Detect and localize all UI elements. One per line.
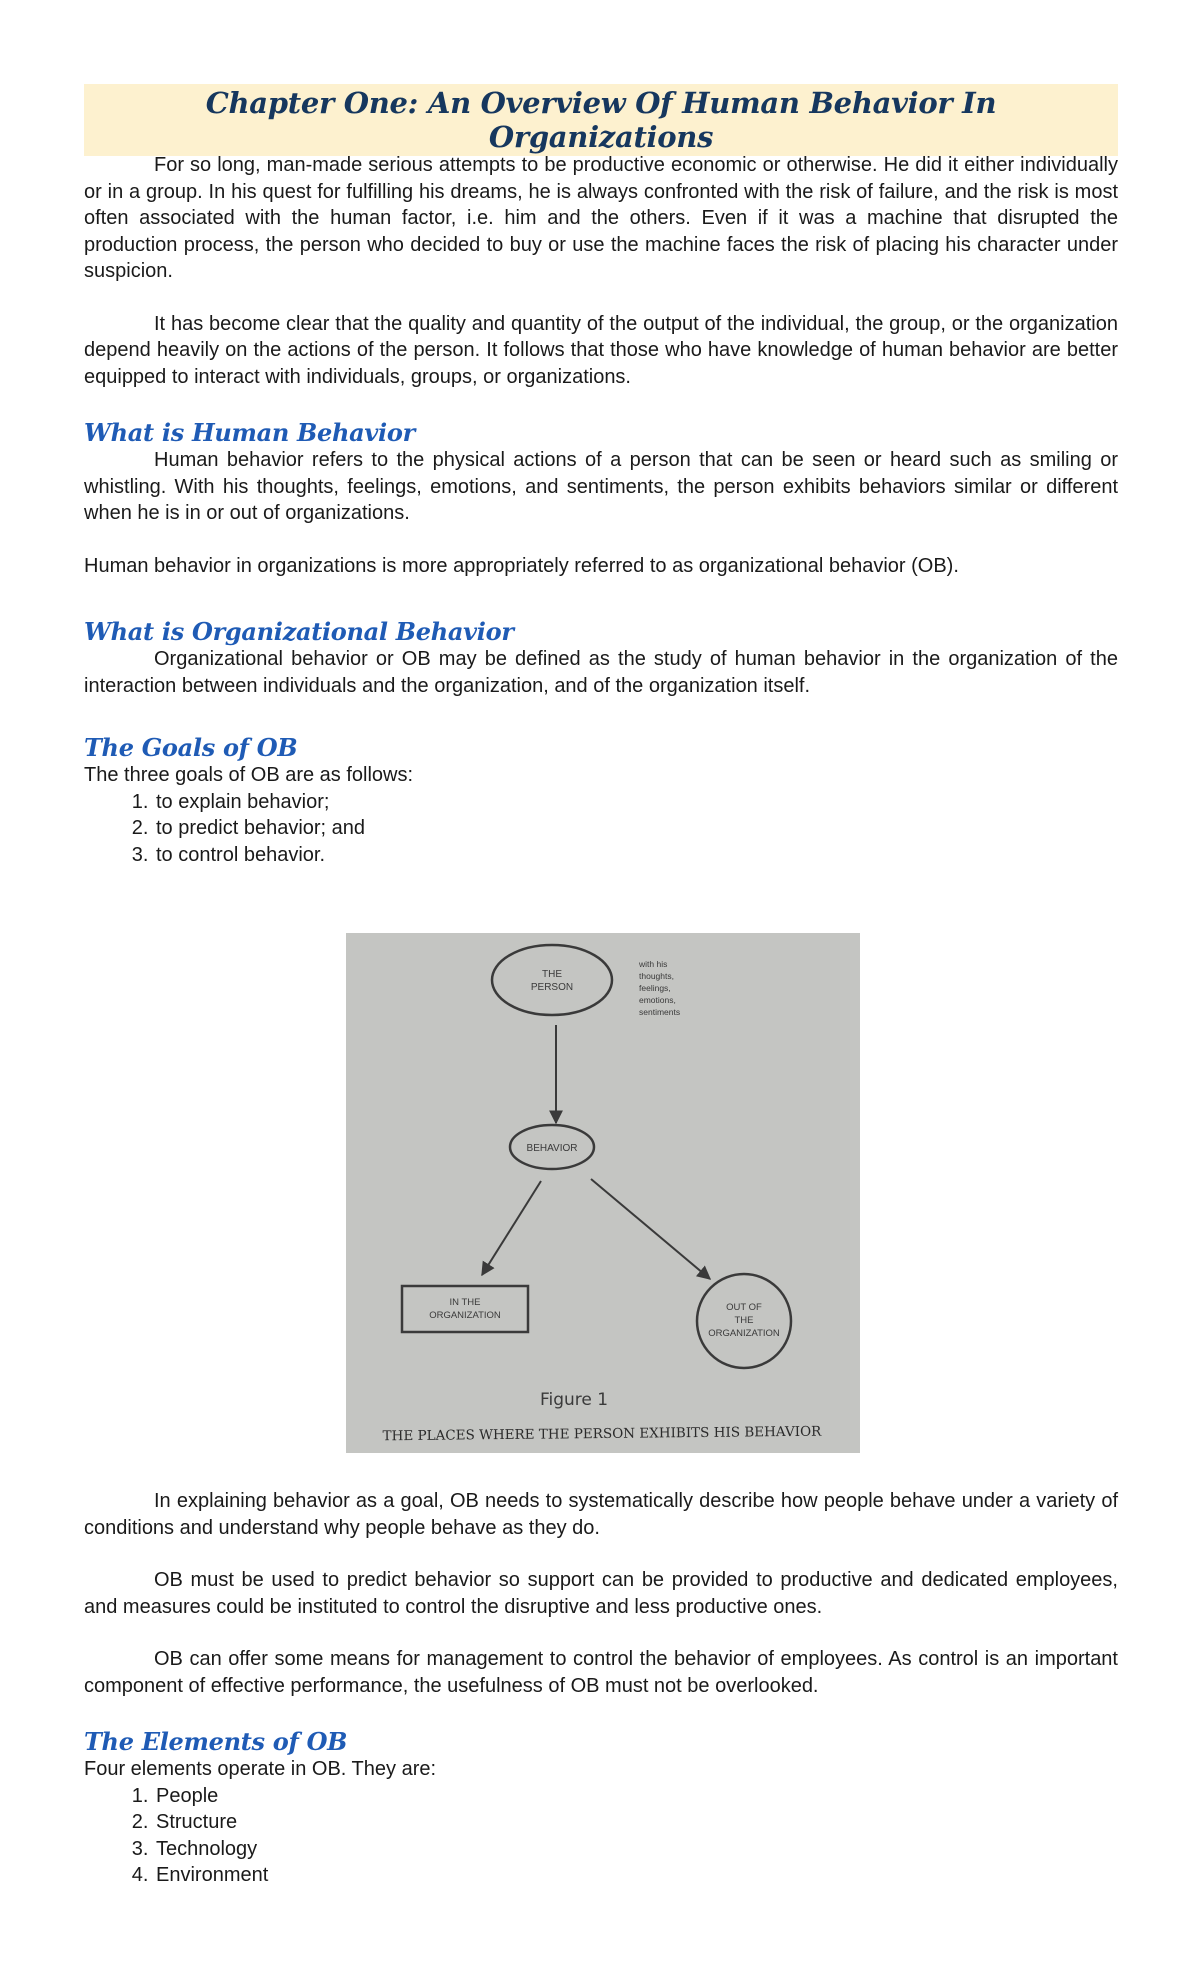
goals-list — [84, 789, 1118, 869]
behavior-label: BEHAVIOR — [526, 1143, 578, 1154]
arrow-behavior-in — [482, 1181, 541, 1275]
goal-item: 1. to explain behavior; — [154, 789, 1118, 816]
elements-section — [84, 1727, 1118, 1889]
in-org-label-1: IN THE — [449, 1297, 481, 1308]
human-behavior-heading: What is Human Behavior — [84, 418, 415, 447]
goals-heading: The Goals of OB — [84, 733, 298, 762]
out-org-label-3: ORGANIZATION — [708, 1328, 780, 1339]
human-behavior-section — [84, 418, 1118, 579]
org-behavior-heading: What is Organizational Behavior — [84, 617, 514, 646]
explain-paragraph: In explaining behavior as a goal, OB needs to systematically describe how people behave under a variety of conditions and understand why people behave as they do. — [84, 1490, 1118, 1539]
figure-caption: THE PLACES WHERE THE PERSON EXHIBITS HIS BEHAVIOR — [382, 1423, 822, 1445]
human-behavior-paragraph-1: Human behavior refers to the physical actions of a person that can be seen or heard such as smiling or whistling. With his thoughts, feelings, emotions, and sentiments, the person exhibits behaviors similar or different when he is in or out of organizations. — [84, 449, 1118, 524]
elements-intro: Four elements operate in OB. They are: — [84, 1758, 437, 1780]
person-note-1: with his — [639, 959, 668, 969]
org-behavior-section — [84, 617, 1118, 699]
goal-item: 2. to predict behavior; and — [154, 815, 1118, 842]
element-item: 1. People — [154, 1783, 1118, 1810]
in-org-label-2: ORGANIZATION — [429, 1310, 501, 1321]
out-org-label-2: THE — [734, 1315, 754, 1326]
person-note-3: feelings, — [639, 983, 671, 993]
intro-paragraph-2: It has become clear that the quality and quantity of the output of the individual, the group, or the organization depend heavily on the actions of the person. It follows that those who have knowledge of human behavior are better equipped to interact with individuals, groups, or organizations. — [84, 312, 1118, 388]
person-node — [492, 945, 612, 1015]
after-figure-section — [84, 1488, 1118, 1699]
out-org-label-1: OUT OF — [726, 1302, 762, 1313]
figure-1-image — [346, 933, 860, 1453]
goals-intro: The three goals of OB are as follows: — [84, 764, 414, 786]
person-label-2: PERSON — [530, 982, 574, 993]
arrow-behavior-out — [591, 1179, 710, 1279]
element-item: 2. Structure — [154, 1809, 1118, 1836]
person-note-4: emotions, — [639, 995, 676, 1005]
org-behavior-paragraph: Organizational behavior or OB may be defined as the study of human behavior in the organization of the interaction between individuals and the organization, and of the organization itself. — [84, 648, 1118, 697]
in-org-node — [402, 1286, 528, 1332]
figure-diagram — [346, 933, 860, 1453]
figure-label: Figure 1 — [539, 1390, 609, 1410]
title-wrap — [84, 84, 1118, 156]
element-item: 3. Technology — [154, 1836, 1118, 1863]
person-note-5: sentiments — [639, 1007, 681, 1017]
intro-paragraph-1: For so long, man-made serious attempts to be productive economic or otherwise. He did it either individually or in a group. In his quest for fulfilling his dreams, he is always confronted with the risk of failure, and the risk is most often associated with the human factor, i.e. him and the others. Even if it was a machine that disrupted the production process, the person who decided to buy or use the machine faces the risk of placing his character under suspicion. — [84, 154, 1118, 282]
chapter-title: Chapter One: An Overview Of Human Behavior In Organizations — [84, 84, 1118, 156]
goal-item: 3. to control behavior. — [154, 842, 1118, 869]
goals-section — [84, 733, 1118, 868]
control-paragraph: OB can offer some means for management to control the behavior of employees. As control is an important component of effective performance, the usefulness of OB must not be overlooked. — [84, 1648, 1118, 1697]
document-page — [84, 0, 1118, 156]
person-note-2: thoughts, — [639, 971, 674, 981]
person-label-1: THE — [542, 969, 562, 980]
intro-section — [84, 152, 1118, 390]
human-behavior-paragraph-2: Human behavior in organizations is more appropriately referred to as organizational behavior (OB). — [84, 554, 959, 577]
element-item: 4. Environment — [154, 1862, 1118, 1889]
elements-list — [84, 1783, 1118, 1889]
predict-paragraph: OB must be used to predict behavior so support can be provided to productive and dedicated employees, and measures could be instituted to control the disruptive and less productive ones. — [84, 1569, 1118, 1618]
elements-heading: The Elements of OB — [84, 1727, 348, 1756]
